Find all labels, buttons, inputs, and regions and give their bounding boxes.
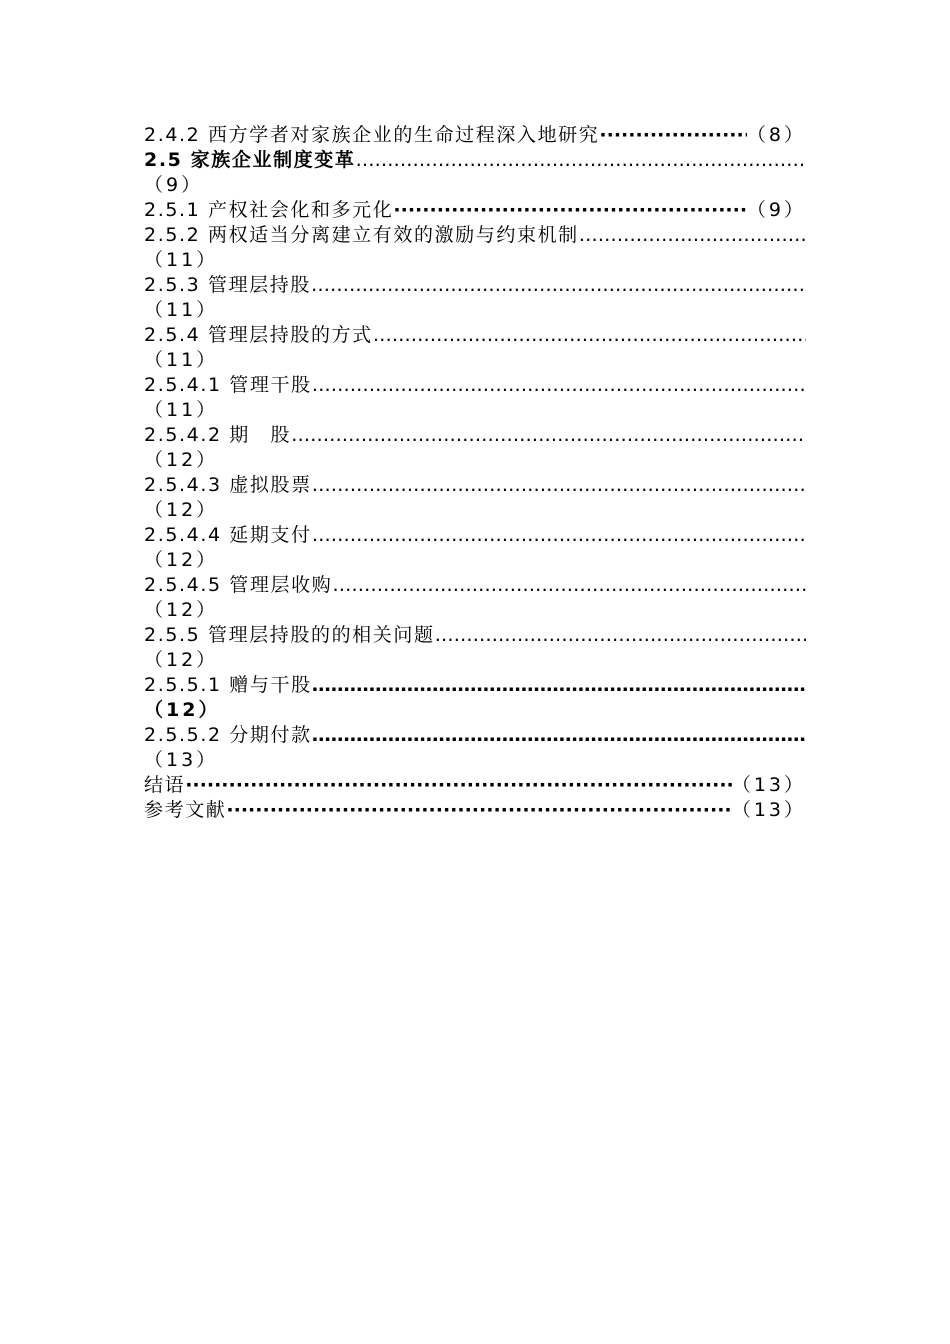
toc-entry-page: （12） [144, 649, 219, 671]
toc-entry-page: （11） [144, 399, 219, 421]
toc-leader-dots [312, 523, 806, 548]
toc-entry-page: （12） [144, 549, 219, 571]
toc-entry [144, 623, 806, 673]
toc-entry [144, 723, 806, 773]
toc-entry [144, 473, 806, 523]
toc-entry-title: 参考文献 [144, 799, 227, 821]
toc-leader-dots [332, 573, 806, 598]
toc-entry [144, 773, 806, 798]
toc-entry-title: 2.5.4.2 期 股 [144, 424, 292, 446]
toc-leader-dots [311, 273, 806, 298]
toc-entry-title: 2.5.4 管理层持股的方式 [144, 324, 373, 346]
toc-entry-page: （12） [144, 599, 219, 621]
table-of-contents [144, 123, 806, 823]
toc-entry-title: 2.5.1 产权社会化和多元化 [144, 199, 394, 221]
toc-entry-page: （9） [746, 199, 806, 221]
toc-entry [144, 223, 806, 273]
toc-entry [144, 198, 806, 223]
toc-entry [144, 123, 806, 148]
toc-entry [144, 798, 806, 823]
toc-leader-dots [312, 473, 806, 498]
toc-entry-title: 2.5.5.1 赠与干股 [144, 674, 312, 696]
toc-leader-dots [579, 223, 806, 248]
toc-leader-dots [599, 123, 747, 148]
toc-leader-dots [185, 773, 732, 798]
toc-entry-title: 结语 [144, 774, 186, 796]
toc-entry-title: 2.5.3 管理层持股 [144, 274, 311, 296]
toc-entry-page: （13） [731, 774, 806, 796]
toc-entry-page: （9） [144, 174, 204, 196]
toc-entry-page: （11） [144, 299, 219, 321]
toc-entry-page: （13） [731, 799, 806, 821]
toc-entry-title: 2.5 家族企业制度变革 [144, 149, 356, 171]
toc-entry [144, 673, 806, 723]
toc-entry-title: 2.5.5 管理层持股的的相关问题 [144, 624, 435, 646]
toc-entry [144, 323, 806, 373]
toc-entry [144, 423, 806, 473]
toc-entry-page: （11） [144, 349, 219, 371]
toc-entry-title: 2.5.2 两权适当分离建立有效的激励与约束机制 [144, 224, 579, 246]
toc-entry [144, 373, 806, 423]
toc-leader-dots [393, 198, 747, 223]
toc-entry [144, 273, 806, 323]
toc-entry-page: （13） [144, 749, 219, 771]
toc-entry [144, 573, 806, 623]
toc-leader-dots [355, 148, 806, 173]
toc-leader-dots [291, 423, 806, 448]
toc-entry-page: （12） [144, 499, 219, 521]
toc-leader-dots [312, 723, 806, 748]
toc-entry-page: （12） [144, 449, 219, 471]
toc-entry-title: 2.5.5.2 分期付款 [144, 724, 312, 746]
toc-leader-dots [312, 373, 806, 398]
toc-leader-dots [373, 323, 806, 348]
toc-entry-page: （8） [746, 124, 806, 146]
toc-entry-title: 2.5.4.3 虚拟股票 [144, 474, 312, 496]
toc-entry [144, 523, 806, 573]
toc-entry-title: 2.4.2 西方学者对家族企业的生命过程深入地研究 [144, 124, 600, 146]
toc-leader-dots [435, 623, 806, 648]
toc-leader-dots [312, 673, 806, 698]
toc-leader-dots [226, 798, 731, 823]
toc-entry-page: （11） [144, 249, 219, 271]
toc-entry [144, 148, 806, 198]
toc-entry-page: （12） [144, 699, 221, 721]
toc-entry-title: 2.5.4.1 管理干股 [144, 374, 312, 396]
toc-entry-title: 2.5.4.5 管理层收购 [144, 574, 333, 596]
toc-entry-title: 2.5.4.4 延期支付 [144, 524, 312, 546]
